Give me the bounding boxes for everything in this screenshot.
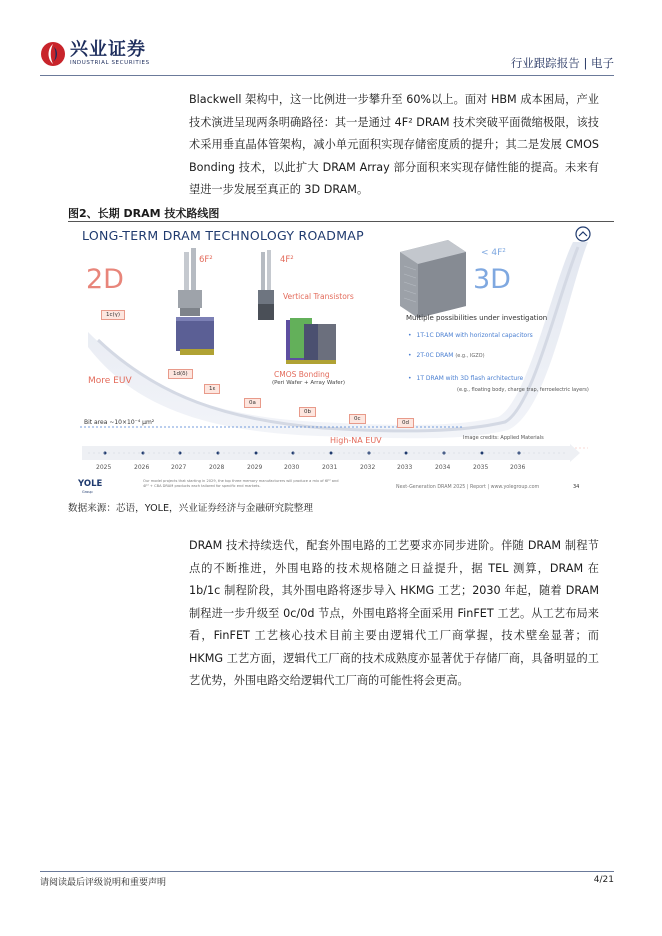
- report-reference: Next-Generation DRAM 2025 | Report | www.yolegroup.com: [396, 485, 540, 490]
- year-label: 2031: [322, 464, 338, 471]
- roadmap-curve: [88, 242, 588, 438]
- node-badge: 0c: [349, 414, 366, 424]
- node-badge: 0b: [299, 407, 316, 417]
- option-text: 1T-1C DRAM with horizontal capacitors: [416, 332, 533, 339]
- option-sub: (e.g., IGZO): [455, 353, 485, 359]
- year-label: 2035: [473, 464, 489, 471]
- timeline-band: [82, 446, 570, 460]
- yole-logo: YOLE: [78, 479, 103, 489]
- roadmap-graphics: [68, 222, 594, 497]
- option-item: [408, 352, 485, 359]
- label-cmos-bonding-sub: (Peri Wafer + Array Wafer): [272, 380, 346, 386]
- chevron-up-icon: [576, 227, 590, 241]
- option-item: [408, 375, 523, 382]
- logo-name-cn: 兴业证券: [70, 39, 146, 60]
- bullet-icon: •: [408, 332, 412, 339]
- logo-icon: [40, 41, 66, 67]
- year-label: 2025: [96, 464, 112, 471]
- option-text: 1T DRAM with 3D flash architecture: [416, 375, 524, 382]
- transistor-4f2-icon: [258, 250, 274, 320]
- label-less-than-4f2: < 4F²: [481, 248, 506, 258]
- label-3d: 3D: [473, 264, 511, 295]
- roadmap-title: LONG-TERM DRAM TECHNOLOGY ROADMAP: [82, 228, 364, 243]
- year-label: 2028: [209, 464, 225, 471]
- label-multiple-possibilities: Multiple possibilities under investigation: [406, 314, 548, 322]
- label-6f2: 6F²: [199, 255, 213, 265]
- company-logo: [40, 40, 150, 67]
- slide-page-number: 34: [573, 484, 580, 490]
- body-paragraph-2: DRAM 技术持续迭代，配套外围电路的工艺要求亦同步进阶。伴随 DRAM 制程节点的不断推进，外围电路的技术规格随之日益提升，据 TEL 测算，DRAM 在 1b/1c 制程阶段，其外围电路将逐步导入 HKMG 工艺；2030 年起，随着 DRAM 制程进一步升级至 0c/0d 节点，外围电路将全面采用 FinFET 工艺。从工艺布局来看，FinFET 工艺核心技术目前主要由逻辑代工厂商掌握，技术壁垒显著；而 HKMG 工艺方面，逻辑代工厂商的技术成熟度亦显著优于存储厂商，具备明显的工艺优势，外围电路交给逻辑代工厂商的可能性将会更高。: [189, 539, 599, 687]
- logo-name-en: INDUSTRIAL SECURITIES: [70, 60, 150, 66]
- chip-cmos-bonding-icon: [286, 318, 336, 364]
- label-high-na-euv: High-NA EUV: [330, 436, 382, 445]
- node-badge: 1d(δ): [168, 369, 193, 379]
- footer-disclaimer: 请阅读最后评级说明和重要声明: [40, 878, 167, 888]
- year-label: 2026: [134, 464, 150, 471]
- year-label: 2034: [435, 464, 451, 471]
- figure-caption: 图2、长期 DRAM 技术路线图: [68, 207, 220, 220]
- bullet-icon: •: [408, 375, 412, 382]
- option-text: 2T-0C DRAM: [416, 352, 454, 359]
- bullet-icon: •: [408, 352, 412, 359]
- fine-print: Our model projects that starting in 2029, the top three memory manufacturers will produce a mix of 6F² and 4F² + CBA DRAM products each tailored for specific end markets.: [143, 479, 339, 488]
- label-cmos-bonding: CMOS Bonding: [274, 370, 330, 379]
- year-label: 2030: [284, 464, 300, 471]
- year-label: 2027: [171, 464, 187, 471]
- label-bit-area: Bit area ~10×10⁻⁴ μm²: [84, 419, 155, 426]
- header-divider: [40, 75, 614, 76]
- node-badge: 0d: [397, 418, 414, 428]
- page-number: 4/21: [593, 875, 614, 885]
- node-badge: 1ε: [204, 384, 220, 394]
- year-label: 2032: [360, 464, 376, 471]
- option-item: [408, 332, 533, 339]
- year-label: 2033: [397, 464, 413, 471]
- 3d-dram-stack-icon: [400, 240, 466, 318]
- label-4f2: 4F²: [280, 255, 294, 265]
- node-badge: 1c(γ): [101, 310, 125, 320]
- label-more-euv: More EUV: [88, 376, 132, 386]
- chip-2d-icon: [176, 317, 214, 355]
- year-label: 2029: [247, 464, 263, 471]
- figure-source: 数据来源：芯语，YOLE，兴业证券经济与金融研究院整理: [68, 503, 313, 514]
- label-2d: 2D: [86, 264, 124, 295]
- options-note: (e.g., floating body, charge trap, ferroelectric layers): [457, 387, 589, 393]
- roadmap-figure: [68, 222, 594, 497]
- year-label: 2036: [510, 464, 526, 471]
- label-vertical-transistors: Vertical Transistors: [283, 292, 354, 301]
- report-category: 行业跟踪报告 | 电子: [510, 56, 614, 70]
- body-paragraph-1: Blackwell 架构中，这一比例进一步攀升至 60%以上。面对 HBM 成本困局，产业技术演进呈现两条明确路径：其一是通过 4F² DRAM 技术突破平面微缩极限，该技术采用垂直晶体管架构，减小单元面积实现存储密度质的提升；其二是发展 CMOS Bonding 技术，以此扩大 DRAM Array 部分面积来实现存储性能的提高。未来有望进一步发展至真正的 3D DRAM。: [189, 93, 599, 196]
- footer-divider: [40, 871, 614, 872]
- node-badge: 0a: [244, 398, 261, 408]
- yole-logo-sub: Group: [82, 490, 93, 494]
- image-credit: Image credits: Applied Materials: [463, 435, 544, 441]
